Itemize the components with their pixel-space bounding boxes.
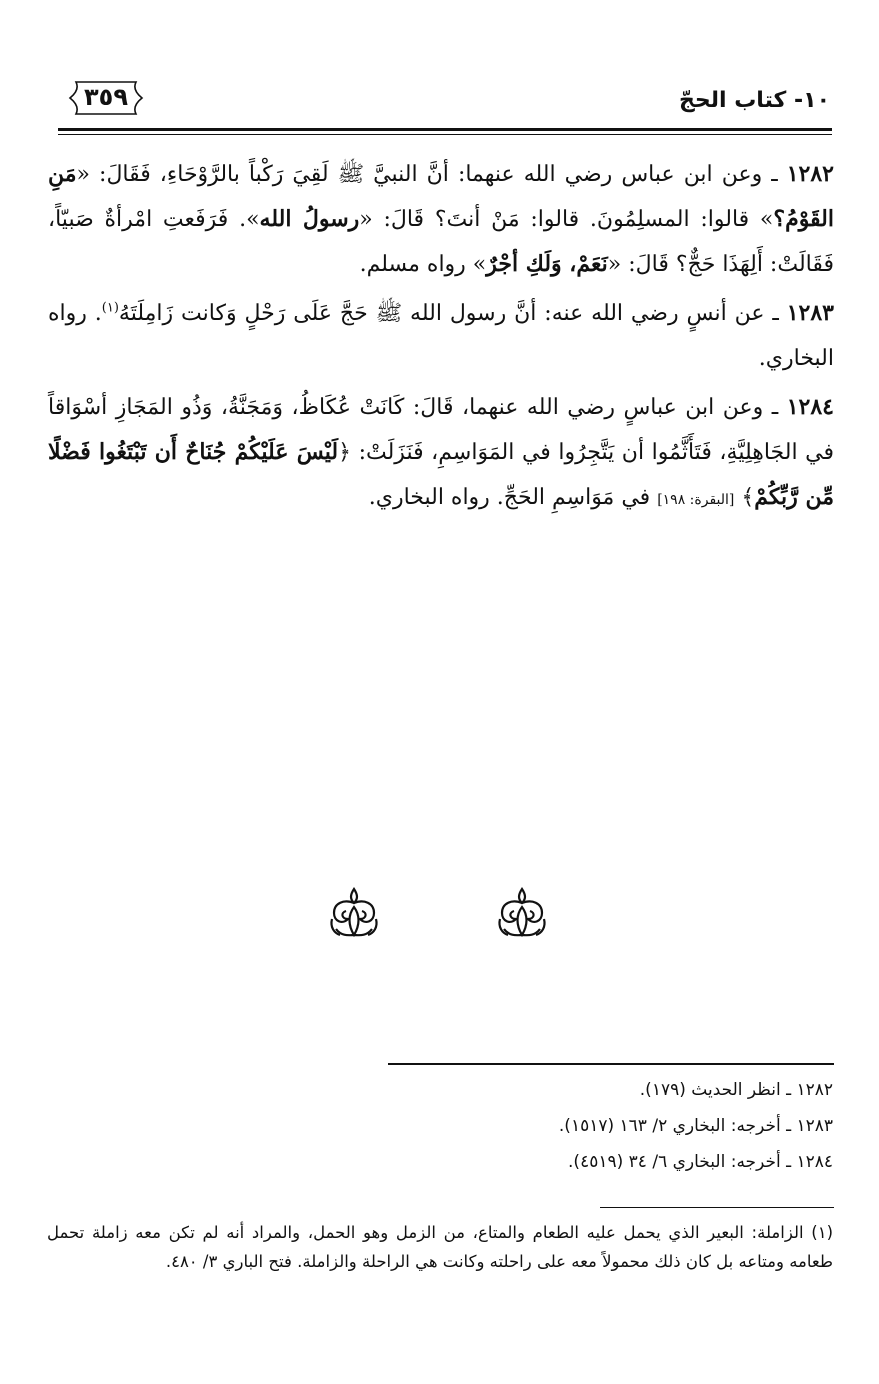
footnote-divider-short (600, 1207, 834, 1208)
prophetic-speech: مَنِ القَوْمُ؟ (48, 161, 834, 232)
page-number-frame (66, 80, 146, 116)
hadith-1282 (48, 152, 834, 287)
hadith-text: ـ عن أنسٍ رضي الله عنه: أنَّ رسول الله ﷺ حَجَّ عَلَى رَحْلٍ وَكانت زَامِلَتَهُ (118, 301, 787, 326)
takhrij-footnotes (233, 1072, 833, 1180)
page-number: ٣٥٩ (84, 83, 128, 111)
hadith-text: » قالوا: المسلِمُونَ. قالوا: مَنْ أنتَ؟ قَالَ: « (359, 207, 774, 232)
hadith-text: . رواه البخاري. (48, 301, 834, 371)
hadith-number: ١٢٨٤ (786, 394, 834, 420)
hadith-text: ـ وعن ابن عباسٍ رضي الله عنهما، قَالَ: كَانَتْ عُكَاظُ، وَمَجَنَّةُ، وَذُو المَجَازِ أسْوَاقاً في الجَاهِلِيَّةِ، فَتَأَثَّمُوا أن يَتَّجِرُوا في المَوَاسِمِ، فَنَزَلَتْ: ﴿ (48, 395, 834, 465)
hadith-text: ﴾ (734, 485, 755, 510)
footnote-divider (388, 1063, 834, 1065)
hadith-1284 (48, 385, 834, 523)
hadith-number: ١٢٨٣ (786, 300, 834, 326)
header-rule-thick (58, 128, 832, 131)
section-ornaments (0, 885, 879, 945)
main-text (48, 152, 834, 527)
footnote-ref-1283: ١٢٨٣ ـ أخرجه: البخاري ٢/ ١٦٣ (١٥١٧). (558, 1116, 833, 1136)
floral-ornament-icon (494, 885, 550, 941)
floral-ornament-icon (326, 885, 382, 941)
page-header (58, 78, 830, 130)
prophetic-speech: نَعَمْ، وَلَكِ أجْرٌ (486, 251, 608, 277)
hadith-text: في مَوَاسِمِ الحَجِّ. رواه البخاري. (368, 485, 658, 510)
hadith-number: ١٢٨٢ (786, 161, 834, 187)
hadith-text: ». فَرَفَعتِ امْرأةٌ صَبيّاً، فَقَالَتْ: أَلِهَذَا حَجٌّ؟ قَالَ: « (48, 207, 834, 277)
footnote-mark: (١) (101, 300, 119, 316)
hadith-text: ـ وعن ابن عباس رضي الله عنهما: أنَّ النبيَّ ﷺ لَقِيَ رَكْباً بالرَّوْحَاءِ، فَقَالَ: « (76, 162, 787, 187)
quran-reference: [البقرة: ١٩٨] (657, 492, 735, 508)
hadith-text: » رواه مسلم. (359, 252, 487, 277)
header-rule-thin (58, 134, 832, 135)
quran-verse: لَيْسَ عَلَيْكُمْ جُنَاحٌ أَن تَبْتَغُوا فَضْلًا مِّن رَّبِّكُمْ (48, 439, 834, 510)
prophetic-speech: رسولُ الله (259, 206, 360, 232)
footnote-ref-1282: ١٢٨٢ ـ انظر الحديث (١٧٩). (639, 1080, 833, 1100)
running-head: ١٠- كتاب الحجّ (679, 88, 830, 113)
footnote-explanation: (١) الزاملة: البعير الذي يحمل عليه الطعام والمتاع، من الزمل وهو الحمل، والمراد أنه لم تكن معه زاملة تحمل طعامه ومتاعه بل كان ذلك محمولاً معه على راحلته وكانت هي الراحلة والزاملة. فتح الباري ٣/ ٤٨٠. (47, 1223, 833, 1271)
hadith-1283 (48, 291, 834, 381)
footnote-ref-1284: ١٢٨٤ ـ أخرجه: البخاري ٦/ ٣٤ (٤٥١٩). (568, 1152, 833, 1172)
